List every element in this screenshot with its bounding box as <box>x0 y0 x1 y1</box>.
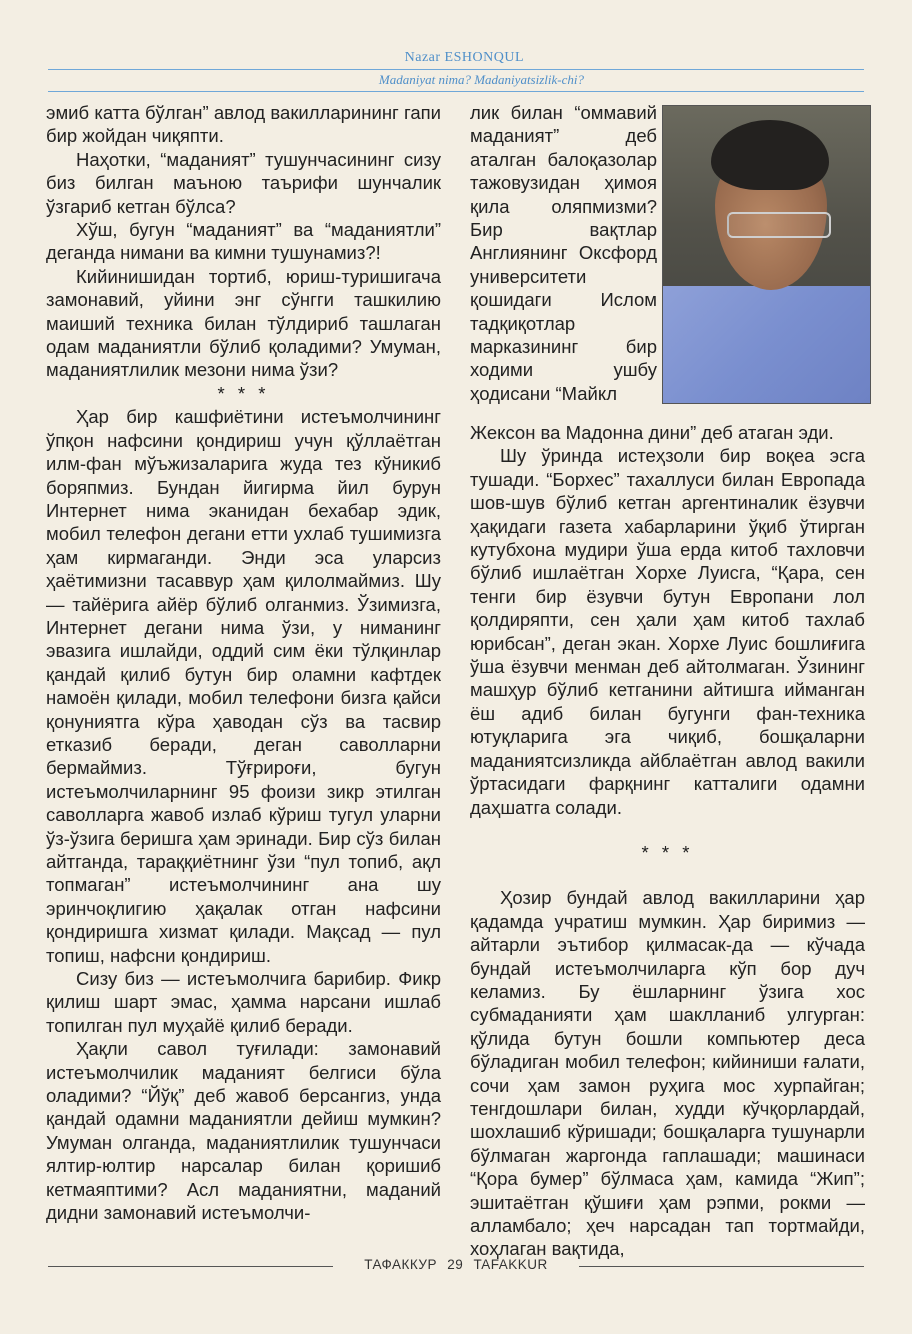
paragraph: Кийинишидан тортиб, юриш-туришигача замонавий, уйини энг сўнгги ташкилию маиший техника билан тўлдириб ташлаган одам маданиятли бўлиб қоладими? Умуман, маданиятлилик мезони нима ўзи? <box>46 265 441 381</box>
footer-magazine-cyrillic: ТАФАККУР <box>364 1257 437 1272</box>
photo-hair <box>711 120 829 190</box>
photo-glasses <box>727 212 831 238</box>
page-footer <box>48 1256 864 1276</box>
header-subtitle: Madaniyat nima? Madaniyatsizlik-chi? <box>378 72 584 87</box>
paragraph: Жексон ва Мадонна дини” деб атаган эди. <box>470 422 834 443</box>
paragraph: Ҳар бир кашфиётини истеъмолчининг ўпқон нафсини қондириш учун қўллаётган илм-фан мўъжизаларига жуда тез кўникиб боряпмиз. Бундан йигирма йил бурун Интернет нима эканидан бехабар эдик, мобил телефон дегани етти ухлаб тушимизга ҳам кирмаганди. Энди эса уларсиз ҳаётимизни тасаввур ҳам қилолмаймиз. Шу — тайёрига айёр бўлиб олганмиз. Ўзимизга, Интернет дегани нима ўзи, у ниманинг эвазига ишлайди, оддий сим ёки тўлқинлар қандай қилиб бутун бир оламни кафтдек намоён қилади, мобил телефони бизга қайси қонуниятга кўра ҳаводан сўз ва тасвир етказиб беради, деган саволларни бермаймиз. Тўғрироғи, бугун истеъмолчиларнинг 95 фоизи зикр этилган саволларга жавоб излаб кўриш тугул уларни ўз-ўзига беришга ҳам эринади. Бир сўз билан айтганда, тараққиётнинг ўзи “пул топиб, ақл топмаган” истеъмолчининг ана шу эринчоқлигию ҳақалак отган нафсини қондиришга хизмат қилади. Мақсад — пул топиш, нафсни қондириш. <box>46 406 441 966</box>
paragraph: лик билан “оммавий маданият” деб аталган балоқазолар тажовузидан ҳимоя қила оляпмизми? Бир вақтлар Англиянинг Оксфорд университети қошидаги Ислом тадқиқотлар марказининг бир ходими ушбу ҳодисани “Майкл <box>470 102 657 404</box>
paragraph: Шу ўринда истеҳзоли бир воқеа эсга тушади. “Борхес” тахаллуси билан Европада шов-шув бўлиб кетган аргентиналик ёзувчи ҳақидаги газета хабарларини ўқиб ўтирган кутубхона мудири ўша ерда китоб тахловчи бўлиб ишлаётган Хорхе Луисга, “Қара, сен тенги бир ёзувчи бутун Европани лол қолдиряпти, сен ҳали ҳам китоб тахлаб юрибсан”, деган экан. Хорхе Луис бошлиғига ўша ёзувчи менман деб айтолмаган. Ўзининг машҳур бўлиб кетганини айтишга ийманган ёш адиб билан бугунги фан-техника ютуқларига эга чиқиб, бошқаларни маданиятсизликда айблаётган авлод вакили ўртасидаги фарқнинг катталиги одамни даҳшатга солади. <box>470 445 865 818</box>
header-rule-bottom <box>48 91 864 92</box>
footer-text <box>48 1257 864 1272</box>
footer-rule-right <box>579 1266 864 1267</box>
paragraph: Наҳотки, “маданият” тушунчасининг сизу биз билган маъною таърифи шунчалик ўзгариб кетган бўлса? <box>46 148 441 217</box>
header-author: Nazar ESHONQUL <box>404 50 524 65</box>
section-divider: * * * <box>641 841 694 863</box>
paragraph: эмиб катта бўлган” авлод вакилларининг гапи бир жойдан чиқяпти. <box>46 102 441 147</box>
right-column <box>470 421 865 1261</box>
paragraph: Ҳозир бундай авлод вакилларини ҳар қадамда учратиш мумкин. Ҳар биримиз — айтарли эътибор қилмасак-да — кўчада бундай истеъмолчиларга кўп бор дуч келамиз. Бу ёшларнинг ўзига хос субмаданияти ҳам шаклланиб улгурган: қўлида бутун бошли компьютер деса бўладиган мобил телефон; кийиниши ғалати, сочи ҳам замон руҳига мос хурпайган; тенгдошлари билан, худди кўчқорлардай, шохлашиб кўришади; бошқаларга тушунарли бўлмаган жаргонда гаплашади; машинаси “Қора бумер” бўлмаса ҳам, камида “Жип”; эшитаётган қўшиғи ҳам рэпми, рокми — алламбало; ҳеч нарсадан тап тортмайди, хоҳлаган вақтида, <box>470 887 865 1260</box>
paragraph: Сизу биз — истеъмолчига барибир. Фикр қилиш шарт эмас, ҳамма нарсани ишлаб топилган пул муҳайё қилиб беради. <box>46 968 441 1036</box>
paragraph: Хўш, бугун “маданият” ва “маданиятли” деганда нимани ва кимни тушунамиз?! <box>46 219 441 264</box>
right-column-beside-photo <box>470 101 657 405</box>
author-photo <box>662 105 871 404</box>
header-rule-top <box>48 69 864 70</box>
footer-magazine-latin: TAFAKKUR <box>473 1257 548 1272</box>
photo-shirt <box>663 286 870 403</box>
left-column <box>46 101 441 1225</box>
section-divider: * * * <box>217 382 270 404</box>
page-number: 29 <box>447 1257 464 1272</box>
paragraph: Ҳақли савол туғилади: замонавий истеъмолчилик маданият белгиси бўла оладими? “Йўқ” деб жавоб берсангиз, унда қандай одамни маданиятли дейиш мумкин? Умуман олганда, маданиятлилик тушунчаси ялтир-юлтир нарсалар билан қоришиб кетмаяптими? Асл маданиятни, маданий дидни замонавий истеъмолчи- <box>46 1038 441 1224</box>
